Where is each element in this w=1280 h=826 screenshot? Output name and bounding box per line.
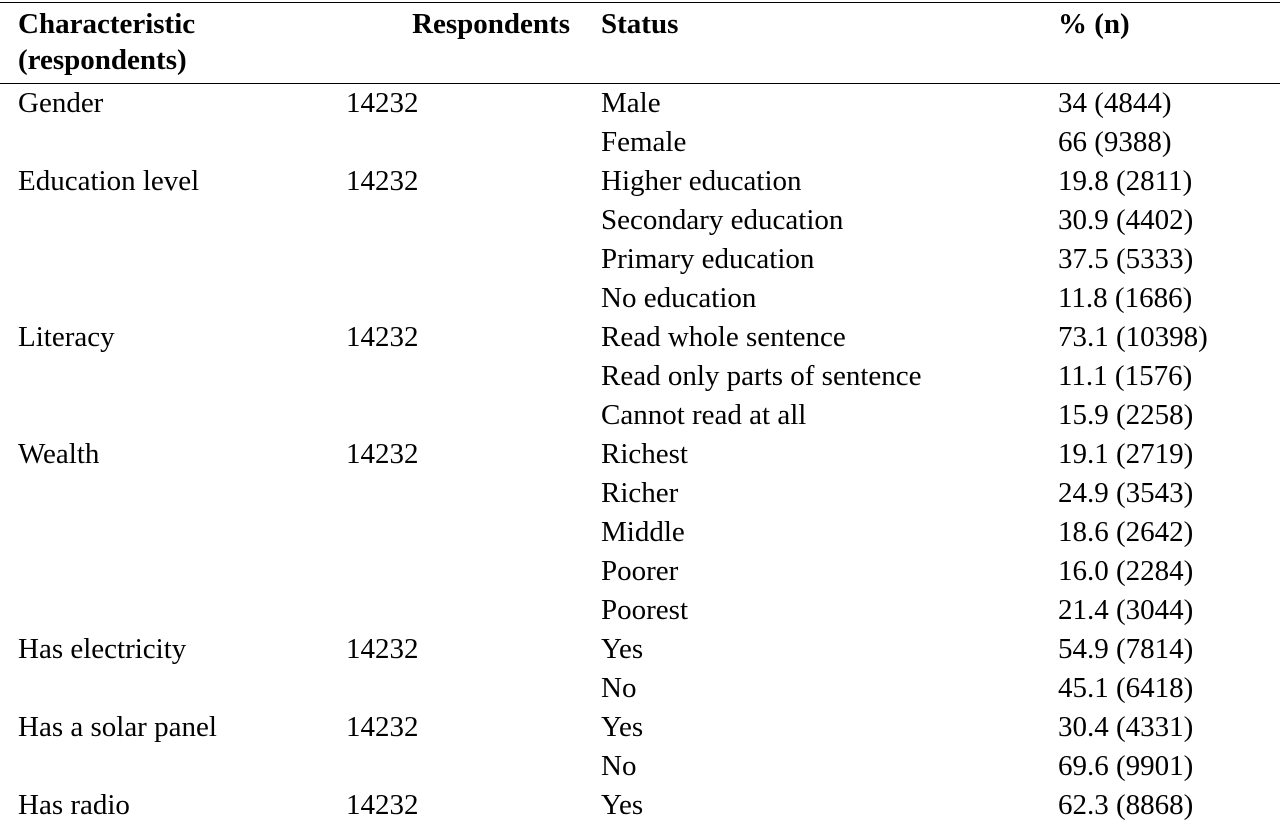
table-row xyxy=(0,786,1280,825)
cell-percent-n: 15.9 (2258) xyxy=(1058,399,1194,431)
table-row xyxy=(0,474,1280,513)
cell-respondents: 14232 xyxy=(346,633,419,665)
cell-status: No education xyxy=(601,282,757,314)
cell-characteristic: Has a solar panel xyxy=(18,711,217,743)
cell-percent-n: 54.9 (7814) xyxy=(1058,633,1194,665)
cell-percent-n: 18.6 (2642) xyxy=(1058,516,1194,548)
table-row xyxy=(0,708,1280,747)
header-characteristic-line2: (respondents) xyxy=(18,44,187,76)
cell-percent-n: 21.4 (3044) xyxy=(1058,594,1194,626)
cell-characteristic: Has radio xyxy=(18,789,130,821)
cell-percent-n: 34 (4844) xyxy=(1058,87,1172,119)
table-row xyxy=(0,240,1280,279)
cell-respondents: 14232 xyxy=(346,438,419,470)
cell-respondents: 14232 xyxy=(346,87,419,119)
header-characteristic xyxy=(18,6,318,78)
table-row xyxy=(0,201,1280,240)
cell-status: Yes xyxy=(601,711,644,743)
table-row xyxy=(0,591,1280,630)
header-respondents: Respondents xyxy=(412,8,570,40)
table-row xyxy=(0,552,1280,591)
cell-status: Secondary education xyxy=(601,204,844,236)
cell-status: Higher education xyxy=(601,165,802,197)
cell-status: Female xyxy=(601,126,687,158)
cell-characteristic: Has electricity xyxy=(18,633,187,665)
cell-percent-n: 62.3 (8868) xyxy=(1058,789,1194,821)
table-row xyxy=(0,630,1280,669)
table-row xyxy=(0,357,1280,396)
cell-status: Richer xyxy=(601,477,679,509)
cell-status: Yes xyxy=(601,789,644,821)
cell-percent-n: 30.4 (4331) xyxy=(1058,711,1194,743)
cell-percent-n: 11.8 (1686) xyxy=(1058,282,1193,314)
table-top-rule xyxy=(0,2,1280,3)
table-row xyxy=(0,513,1280,552)
header-percent-n: % (n) xyxy=(1058,8,1130,40)
header-characteristic-line1: Characteristic xyxy=(18,8,196,40)
table-row xyxy=(0,279,1280,318)
cell-percent-n: 16.0 (2284) xyxy=(1058,555,1194,587)
cell-status: Read only parts of sentence xyxy=(601,360,922,392)
cell-characteristic: Wealth xyxy=(18,438,100,470)
cell-status: Poorer xyxy=(601,555,679,587)
cell-characteristic: Gender xyxy=(18,87,104,119)
cell-status: No xyxy=(601,750,637,782)
cell-status: Cannot read at all xyxy=(601,399,807,431)
cell-status: Yes xyxy=(601,633,644,665)
cell-status: Richest xyxy=(601,438,688,470)
header-status: Status xyxy=(601,8,679,40)
table-header xyxy=(0,6,1280,82)
table-row xyxy=(0,435,1280,474)
table-row xyxy=(0,669,1280,708)
table-body xyxy=(0,84,1280,825)
cell-respondents: 14232 xyxy=(346,165,419,197)
cell-respondents: 14232 xyxy=(346,321,419,353)
table-row xyxy=(0,123,1280,162)
cell-status: No xyxy=(601,672,637,704)
cell-percent-n: 11.1 (1576) xyxy=(1058,360,1193,392)
table-row xyxy=(0,84,1280,123)
cell-percent-n: 69.6 (9901) xyxy=(1058,750,1194,782)
cell-percent-n: 73.1 (10398) xyxy=(1058,321,1208,353)
cell-percent-n: 66 (9388) xyxy=(1058,126,1172,158)
table-row xyxy=(0,747,1280,786)
cell-percent-n: 30.9 (4402) xyxy=(1058,204,1194,236)
cell-characteristic: Literacy xyxy=(18,321,115,353)
cell-characteristic: Education level xyxy=(18,165,200,197)
cell-status: Middle xyxy=(601,516,685,548)
cell-percent-n: 45.1 (6418) xyxy=(1058,672,1194,704)
cell-respondents: 14232 xyxy=(346,789,419,821)
table-row xyxy=(0,162,1280,201)
table-row xyxy=(0,396,1280,435)
cell-status: Poorest xyxy=(601,594,688,626)
cell-respondents: 14232 xyxy=(346,711,419,743)
cell-percent-n: 24.9 (3543) xyxy=(1058,477,1194,509)
cell-status: Primary education xyxy=(601,243,815,275)
table-row xyxy=(0,318,1280,357)
cell-percent-n: 19.8 (2811) xyxy=(1058,165,1193,197)
cell-status: Male xyxy=(601,87,661,119)
cell-status: Read whole sentence xyxy=(601,321,846,353)
cell-percent-n: 37.5 (5333) xyxy=(1058,243,1194,275)
cell-percent-n: 19.1 (2719) xyxy=(1058,438,1194,470)
